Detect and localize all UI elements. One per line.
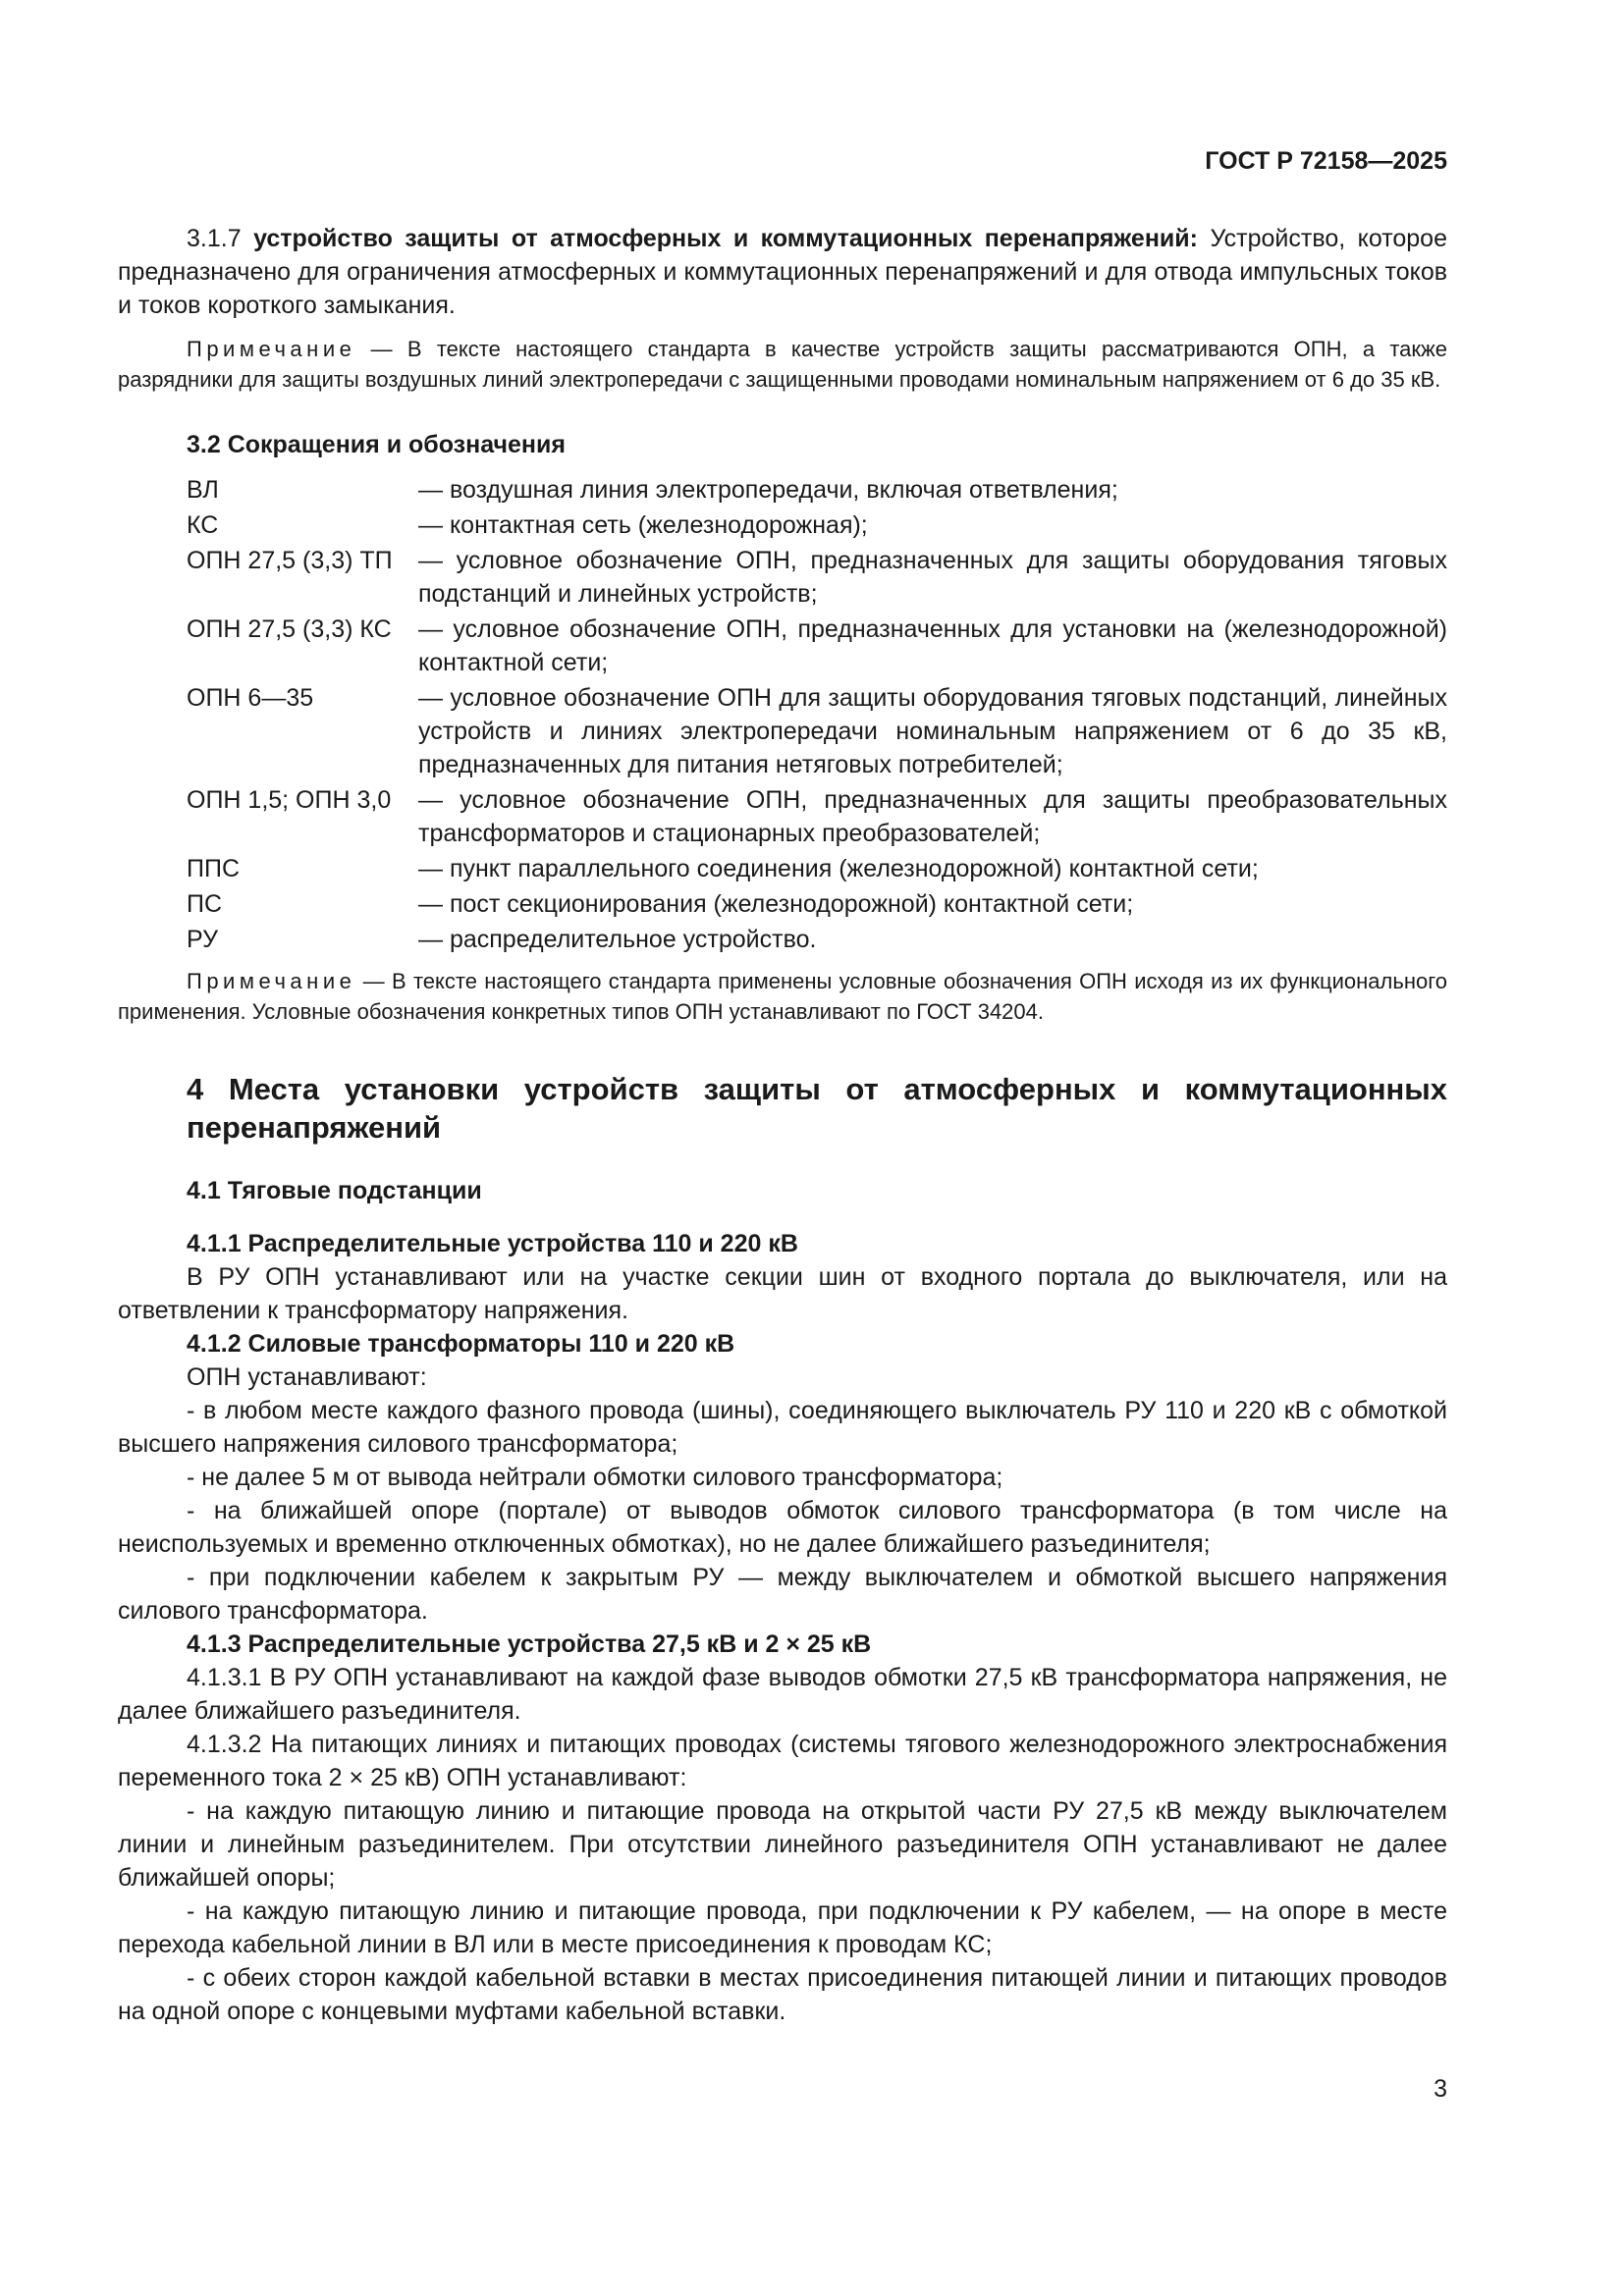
note-text: — В тексте настоящего стандарта применены условные обозначения ОПН исходя из их функционального применения. Условные обозначения конкретных типов ОПН устанавливают по ГОСТ 34204.	[118, 969, 1447, 1024]
section-4-title: 4 Места установки устройств защиты от атмосферных и коммутационных перенапряжений	[187, 1072, 1447, 1145]
definition-term: устройство защиты от атмосферных и коммутационных перенапряжений:	[253, 225, 1198, 252]
section-4-1-2-intro: ОПН устанавливают:	[187, 1363, 427, 1391]
abbr-definition: — условное обозначение ОПН для защиты оборудования тяговых подстанций, линейных устройств и линиях электропередачи номинальным напряжением от 6 до 35 кВ, предназначенных для питания нетяговых потребителей;	[418, 684, 1447, 778]
abbr-row	[187, 783, 1447, 852]
abbr-term: ППС	[187, 855, 240, 882]
note-label: Примечание	[187, 969, 356, 993]
abbr-definition: — воздушная линия электропередачи, включая ответвления;	[418, 476, 1118, 504]
abbr-term: РУ	[187, 926, 219, 953]
definition-text: Устройство, которое предназначено для ограничения атмосферных и коммутационных перенапряжений и для отвода импульсных токов и токов короткого замыкания.	[118, 225, 1447, 319]
abbr-term: КС	[187, 511, 219, 539]
abbr-row	[187, 852, 1447, 887]
section-4-1-3-2-text: 4.1.3.2 На питающих линиях и питающих проводах (системы тягового железнодорожного электроснабжения переменного тока 2 × 25 кВ) ОПН устанавливают:	[118, 1731, 1447, 1791]
abbr-definition: — распределительное устройство.	[418, 926, 817, 953]
page-content	[118, 222, 1447, 2028]
list-item: - не далее 5 м от вывода нейтрали обмотки силового трансформатора;	[187, 1464, 1003, 1491]
abbr-definition: — пост секционирования (железнодорожной) контактной сети;	[418, 890, 1134, 918]
abbr-row	[187, 613, 1447, 681]
section-3-2-title: 3.2 Сокращения и обозначения	[187, 431, 566, 458]
abbr-term: ОПН 27,5 (3,3) КС	[187, 615, 392, 643]
document-id-header: ГОСТ Р 72158—2025	[1205, 147, 1447, 175]
abbr-definition: — пункт параллельного соединения (железнодорожной) контактной сети;	[418, 855, 1259, 882]
abbr-row	[187, 681, 1447, 783]
abbr-row	[187, 508, 1447, 544]
list-item: - в любом месте каждого фазного провода (шины), соединяющего выключатель РУ 110 и 220 кВ с обмоткой высшего напряжения силового трансформатора;	[118, 1397, 1447, 1458]
section-4-1-title: 4.1 Тяговые подстанции	[187, 1177, 482, 1204]
section-4-1-3-1-text: 4.1.3.1 В РУ ОПН устанавливают на каждой фазе выводов обмотки 27,5 кВ трансформатора напряжения, не далее ближайшего разъединителя.	[118, 1664, 1447, 1725]
abbr-definition: — условное обозначение ОПН, предназначенных для защиты преобразовательных трансформаторов и стационарных преобразователей;	[418, 786, 1447, 847]
abbr-term: ПС	[187, 890, 223, 918]
abbr-definition: — контактная сеть (железнодорожная);	[418, 511, 868, 539]
definition-3-1-7	[118, 222, 1447, 322]
abbreviations-table	[187, 473, 1447, 958]
abbr-term: ОПН 27,5 (3,3) ТП	[187, 547, 393, 574]
section-4-1-1-title: 4.1.1 Распределительные устройства 110 и 220 кВ	[187, 1230, 798, 1257]
note-text: — В тексте настоящего стандарта в качестве устройств защиты рассматриваются ОПН, а также разрядники для защиты воздушных линий электропередачи с защищенными проводами номинальным напряжением от 6 до 35 кВ.	[118, 337, 1447, 392]
abbr-row	[187, 544, 1447, 613]
abbr-row	[187, 923, 1447, 958]
section-4-1-2-title: 4.1.2 Силовые трансформаторы 110 и 220 кВ	[187, 1330, 735, 1358]
abbr-term: ОПН 1,5; ОПН 3,0	[187, 786, 392, 814]
abbr-term: ОПН 6—35	[187, 684, 314, 712]
page-number: 3	[1434, 2075, 1447, 2103]
abbr-row	[187, 887, 1447, 923]
list-item: - на каждую питающую линию и питающие провода на открытой части РУ 27,5 кВ между выключателем линии и линейным разъединителем. При отсутствии линейного разъединителя ОПН устанавливают не далее ближайшей опоры;	[118, 1797, 1447, 1892]
abbr-definition: — условное обозначение ОПН, предназначенных для установки на (железнодорожной) контактной сети;	[418, 615, 1447, 676]
section-4-1-3-title: 4.1.3 Распределительные устройства 27,5 кВ и 2 × 25 кВ	[187, 1630, 872, 1658]
definition-number: 3.1.7	[187, 225, 242, 252]
list-item: - при подключении кабелем к закрытым РУ — между выключателем и обмоткой высшего напряжения силового трансформатора.	[118, 1564, 1447, 1625]
list-item: - с обеих сторон каждой кабельной вставки в местах присоединения питающей линии и питающих проводов на одной опоре с концевыми муфтами кабельной вставки.	[118, 1964, 1447, 2025]
abbr-definition: — условное обозначение ОПН, предназначенных для защиты оборудования тяговых подстанций и линейных устройств;	[418, 547, 1447, 608]
note-2	[118, 966, 1447, 1027]
document-page	[118, 0, 1447, 2296]
note-1	[118, 334, 1447, 395]
section-4-1-1-text: В РУ ОПН устанавливают или на участке секции шин от входного портала до выключателя, или на ответвлении к трансформатору напряжения.	[118, 1263, 1447, 1324]
list-item: - на ближайшей опоре (портале) от выводов обмоток силового трансформатора (в том числе на неиспользуемых и временно отключенных обмотках), но не далее ближайшего разъединителя;	[118, 1497, 1447, 1558]
abbr-row	[187, 473, 1447, 508]
abbr-term: ВЛ	[187, 476, 219, 504]
list-item: - на каждую питающую линию и питающие провода, при подключении к РУ кабелем, — на опоре в месте перехода кабельной линии в ВЛ или в месте присоединения к проводам КС;	[118, 1897, 1447, 1958]
note-label: Примечание	[187, 337, 356, 361]
